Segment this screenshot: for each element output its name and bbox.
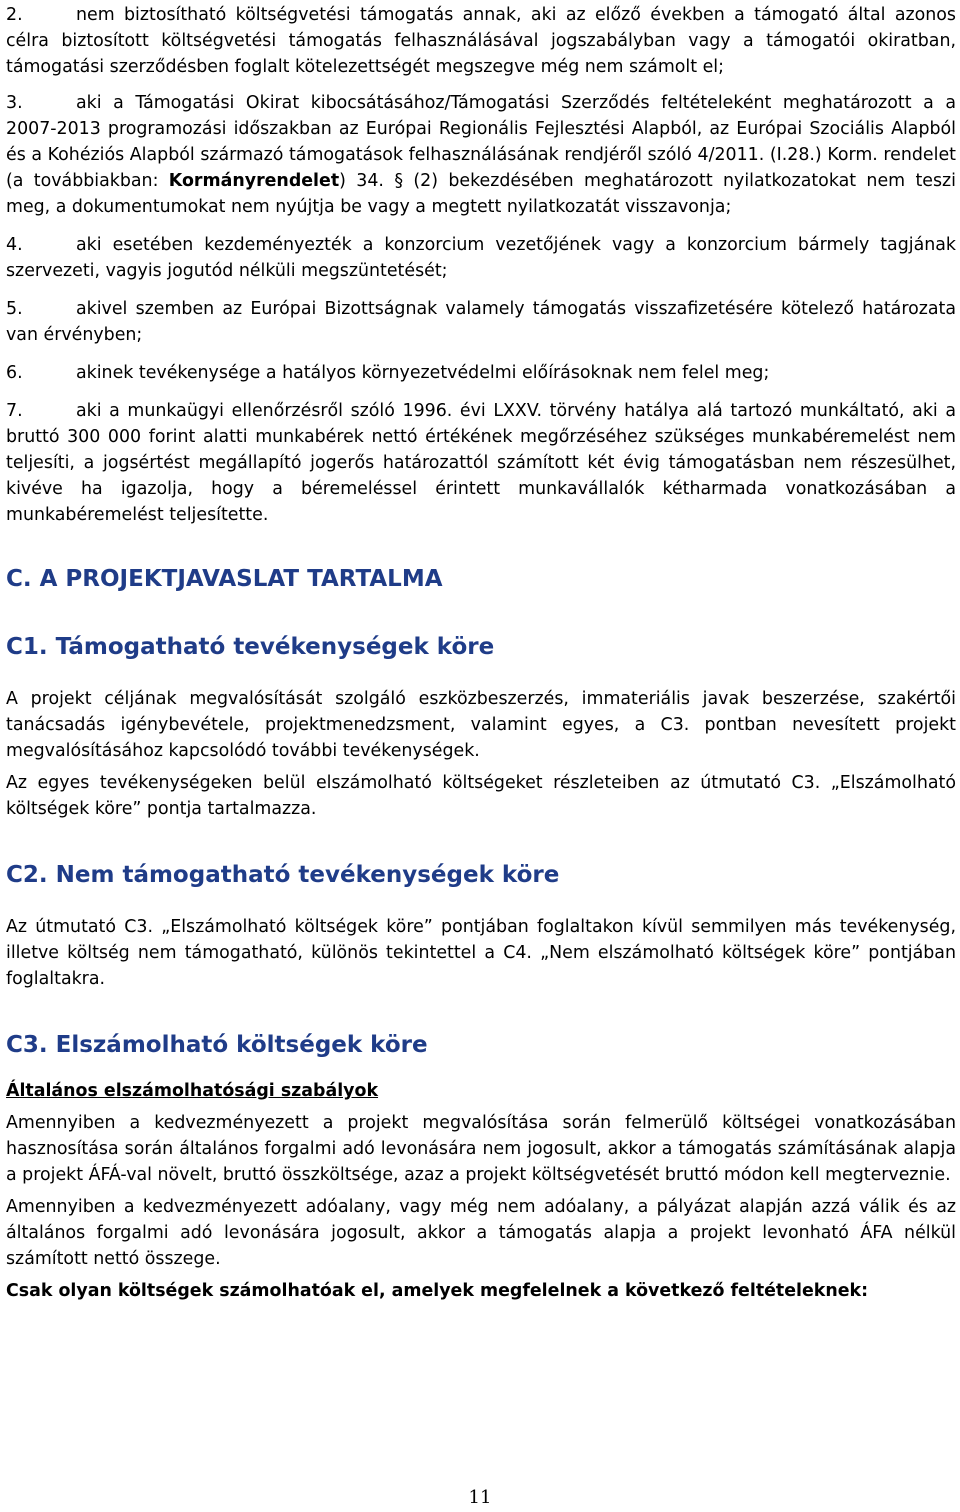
defined-term: Kormányrendelet bbox=[168, 171, 340, 191]
list-item-text: aki esetében kezdeményezték a konzorcium vezetőjének vagy a konzorcium bármely tagjának szervezeti, vagyis jogutód nélküli megszüntetését; bbox=[6, 235, 956, 281]
list-item-number: 7. bbox=[6, 401, 23, 421]
document-page bbox=[6, 0, 956, 1304]
list-item-number: 3. bbox=[6, 93, 23, 113]
list-item-7 bbox=[6, 398, 956, 528]
section-title-c2: C2. Nem támogatható tevékenységek köre bbox=[6, 862, 560, 888]
list-item-6 bbox=[6, 360, 956, 386]
list-item-text-continued: ) 34. § (2) bekezdésében meghatározott nyilatkozatokat nem teszi meg, a dokumentumokat nem nyújtja be vagy a megtett nyilatkozatát visszavonja; bbox=[6, 171, 956, 217]
list-item-number: 4. bbox=[6, 235, 23, 255]
list-item-text: akivel szemben az Európai Bizottságnak valamely támogatás visszafizetésére kötelező határozata van érvényben; bbox=[6, 299, 956, 345]
section-title-c: C. A PROJEKTJAVASLAT TARTALMA bbox=[6, 566, 443, 592]
list-item-2 bbox=[6, 2, 956, 80]
paragraph: Az egyes tevékenységeken belül elszámolható költségeket részleteiben az útmutató C3. „Elszámolható költségek köre” pontja tartalmazza. bbox=[6, 773, 956, 819]
section-title-c1: C1. Támogatható tevékenységek köre bbox=[6, 634, 495, 660]
list-item-number: 6. bbox=[6, 363, 23, 383]
paragraph: A projekt céljának megvalósítását szolgáló eszközbeszerzés, immateriális javak beszerzése, szakértői tanácsadás igénybevétele, projektmenedzsment, valamint egyes, a C3. pontban nevesített projekt megvalósításához kapcsolódó további tevékenységek. bbox=[6, 689, 956, 761]
list-item-4 bbox=[6, 232, 956, 284]
list-item-text: akinek tevékenysége a hatályos környezetvédelmi előírásoknak nem felel meg; bbox=[76, 363, 770, 383]
paragraph-bold: Csak olyan költségek számolhatóak el, amelyek megfelelnek a következő feltételeknek: bbox=[6, 1281, 869, 1301]
paragraph: Amennyiben a kedvezményezett adóalany, vagy még nem adóalany, a pályázat alapján azzá válik és az általános forgalmi adó levonására jogosult, akkor a támogatás alapja a projekt levonható ÁFA nélkül számított nettó összege. bbox=[6, 1197, 956, 1269]
paragraph: Amennyiben a kedvezményezett a projekt megvalósítása során felmerülő költségei vonatkozásában hasznosítása során általános forgalmi adó levonására nem jogosult, akkor a támogatás számításának alapja a projekt ÁFÁ-val növelt, bruttó összköltsége, azaz a projekt költségvetését bruttó módon kell megterveznie. bbox=[6, 1113, 956, 1185]
subsection-heading: Általános elszámolhatósági szabályok bbox=[6, 1081, 379, 1101]
paragraph: Az útmutató C3. „Elszámolható költségek köre” pontjában foglaltakon kívül semmilyen más tevékenység, illetve költség nem támogatható, különös tekintettel a C4. „Nem elszámolható költségek köre” pontjában foglaltakra. bbox=[6, 917, 956, 989]
list-item-text: aki a Támogatási Okirat kibocsátásához/Támogatási Szerződés feltételeként meghatározott a a 2007-2013 programozási időszakban az Európai Regionális Fejlesztési Alapból, az Európai Szociális Alapból és a Kohéziós Alapból származó támogatások felhasználásának rendjéről szóló 4/2011. (I.28.) Korm. rendelet (a továbbiakban: bbox=[6, 93, 956, 191]
list-item-number: 2. bbox=[6, 5, 23, 25]
list-item-3 bbox=[6, 90, 956, 220]
list-item-5 bbox=[6, 296, 956, 348]
list-item-text: nem biztosítható költségvetési támogatás annak, aki az előző években a támogató által azonos célra biztosított költségvetési támogatás felhasználásával jogszabályban vagy a támogatói okiratban, támogatási szerződésben foglalt kötelezettségét megszegve még nem számolt el; bbox=[6, 5, 956, 77]
page-number: 11 bbox=[468, 1487, 492, 1508]
list-item-text: aki a munkaügyi ellenőrzésről szóló 1996. évi LXXV. törvény hatálya alá tartozó munkáltató, aki a bruttó 300 000 forint alatti munkabérek nettó értékének megőrzéséhez szükséges munkabéremelést nem teljesíti, a jogsértést megállapító jogerős határozattól számított két évig támogatásban nem részesülhet, kivéve ha igazolja, hogy a béremeléssel érintett munkavállalók kétharmada vonatkozásában a munkabéremelést teljesítette. bbox=[6, 401, 956, 525]
list-item-number: 5. bbox=[6, 299, 23, 319]
section-title-c3: C3. Elszámolható költségek köre bbox=[6, 1032, 428, 1058]
